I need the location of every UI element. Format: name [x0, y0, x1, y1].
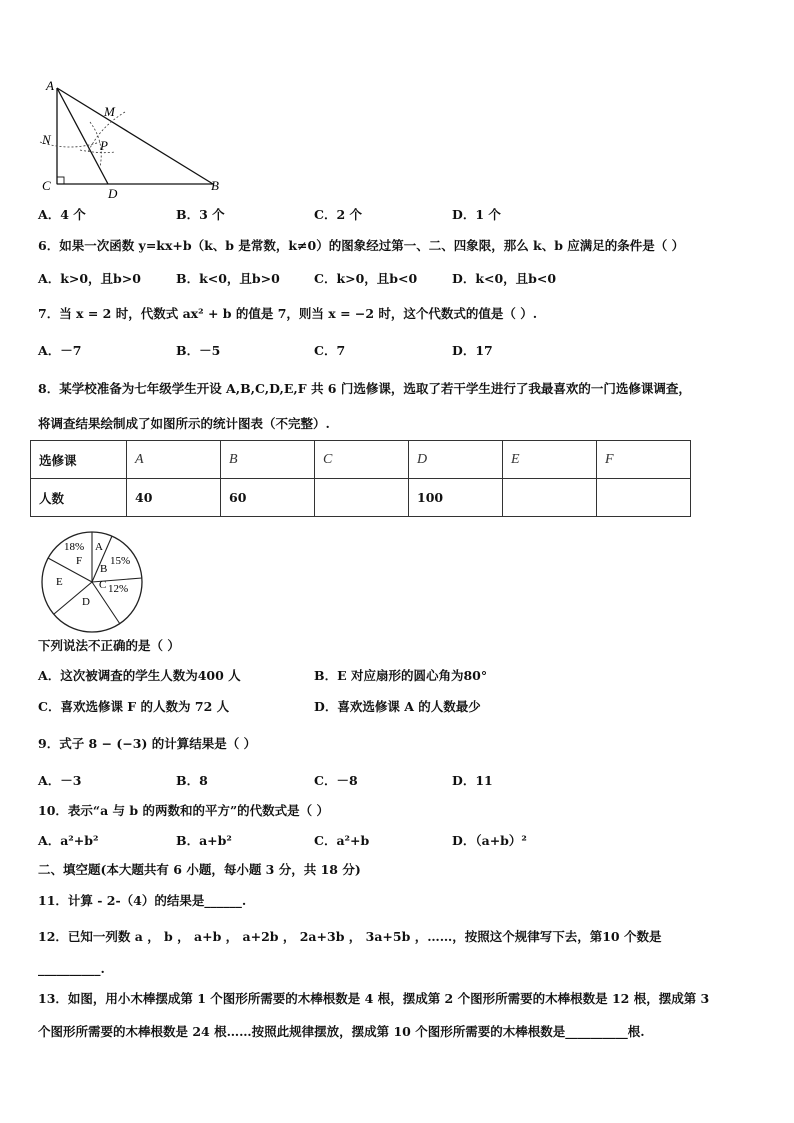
- pie-label-c-pct: 12%: [108, 583, 129, 595]
- pie-label-a: A: [95, 541, 103, 553]
- q8-option-a[interactable]: A．这次被调查的学生人数为400 人: [38, 668, 241, 683]
- table-header-cell: B: [221, 441, 315, 479]
- pie-label-d: D: [82, 596, 90, 608]
- q12-line1: 12．已知一列数 a ， b ， a+b ， a+2b ， 2a+3b ， 3a+5b ，……，按照这个规律写下去，第10 个数是: [38, 929, 662, 944]
- q8-option-c[interactable]: C．喜欢选修课 F 的人数为 72 人: [38, 699, 230, 714]
- table-cell: [597, 479, 691, 517]
- pie-label-c: C: [99, 579, 107, 591]
- section-heading: 二、填空题(本大题共有 6 小题，每小题 3 分，共 18 分): [38, 862, 361, 877]
- q9-option-d[interactable]: D．11: [452, 773, 493, 788]
- q5-option-a[interactable]: A．4 个: [38, 207, 86, 222]
- q9-stem: 9．式子 8 − (−3) 的计算结果是（ ）: [38, 736, 257, 751]
- label-p: P: [100, 138, 108, 153]
- label-m: M: [104, 104, 115, 119]
- q6-stem: 6．如果一次函数 y=kx+b（k、b 是常数，k≠0）的图象经过第一、二、四象限，那么 k、b 应满足的条件是（ ）: [38, 238, 685, 253]
- q10-option-a[interactable]: A．a²+b²: [38, 833, 99, 848]
- table-header-cell: D: [409, 441, 503, 479]
- pie-label-b: B: [100, 563, 108, 575]
- q13-line1: 13．如图，用小木棒摆成第 1 个图形所需要的木棒根数是 4 根，摆成第 2 个图形所需要的木棒根数是 12 根，摆成第 3: [38, 991, 710, 1006]
- q6-option-c[interactable]: C．k>0，且b<0: [314, 271, 418, 286]
- q11: 11．计算 - 2-（4）的结果是______.: [38, 893, 247, 908]
- pie-label-f-pct: 18%: [64, 541, 85, 553]
- q5-option-c[interactable]: C．2 个: [314, 207, 362, 222]
- q12-line2: __________.: [38, 961, 105, 976]
- q7-stem: 7．当 x = 2 时，代数式 ax² + b 的值是 7，则当 x = −2 时，这个代数式的值是（ ）.: [38, 306, 538, 321]
- table-header-cell: E: [503, 441, 597, 479]
- q5-option-d[interactable]: D．1 个: [452, 207, 501, 222]
- q10-option-b[interactable]: B．a+b²: [176, 833, 232, 848]
- q8-option-b[interactable]: B．E 对应扇形的圆心角为80°: [314, 668, 488, 683]
- q8-question: 下列说法不正确的是（ ）: [38, 638, 180, 653]
- pie-divider: [48, 558, 92, 582]
- pie-label-e: E: [56, 576, 63, 588]
- q6-option-a[interactable]: A．k>0，且b>0: [38, 271, 141, 286]
- label-c: C: [42, 178, 51, 193]
- table-cell: [315, 479, 409, 517]
- q7-option-c[interactable]: C．7: [314, 343, 346, 358]
- table-header-cell: C: [315, 441, 409, 479]
- table-cell: 人数: [31, 479, 127, 517]
- survey-table: [30, 440, 691, 517]
- q6-option-b[interactable]: B．k<0，且b>0: [176, 271, 280, 286]
- table-header-row: [31, 441, 691, 479]
- table-row: [31, 479, 691, 517]
- q6-option-d[interactable]: D．k<0，且b<0: [452, 271, 557, 286]
- triangle-figure: [30, 72, 230, 202]
- q7-option-d[interactable]: D．17: [452, 343, 493, 358]
- q8-option-d[interactable]: D．喜欢选修课 A 的人数最少: [314, 699, 481, 714]
- q8-stem-line1: 8．某学校准备为七年级学生开设 A,B,C,D,E,F 共 6 门选修课，选取了若干学生进行了我最喜欢的一门选修课调查，: [38, 381, 691, 396]
- table-cell: 40: [127, 479, 221, 517]
- table-cell: 100: [409, 479, 503, 517]
- table-header-cell: F: [597, 441, 691, 479]
- table-cell: [503, 479, 597, 517]
- label-a: A: [46, 78, 54, 93]
- q9-option-a[interactable]: A．－3: [38, 773, 82, 788]
- q8-stem-line2: 将调查结果绘制成了如图所示的统计图表（不完整）.: [38, 416, 330, 431]
- q9-option-c[interactable]: C．－8: [314, 773, 358, 788]
- table-header-cell: 选修课: [31, 441, 127, 479]
- q10-option-c[interactable]: C．a²+b: [314, 833, 370, 848]
- q10-option-d[interactable]: D．（a+b）²: [452, 833, 527, 848]
- table-cell: 60: [221, 479, 315, 517]
- table-header-cell: A: [127, 441, 221, 479]
- pie-label-b-pct: 15%: [110, 555, 131, 567]
- pie-label-f: F: [76, 555, 83, 567]
- label-b: B: [211, 178, 219, 193]
- q13-line2: 个图形所需要的木棒根数是 24 根……按照此规律摆放，摆成第 10 个图形所需要的木棒根数是__________根.: [38, 1024, 645, 1039]
- pie-chart: [40, 530, 144, 634]
- label-d: D: [108, 186, 118, 201]
- q7-option-a[interactable]: A．－7: [38, 343, 82, 358]
- q10-stem: 10．表示“a 与 b 的两数和的平方”的代数式是（ ）: [38, 803, 330, 818]
- q5-option-b[interactable]: B．3 个: [176, 207, 225, 222]
- q9-option-b[interactable]: B．8: [176, 773, 208, 788]
- label-n: N: [42, 132, 51, 147]
- q7-option-b[interactable]: B．－5: [176, 343, 221, 358]
